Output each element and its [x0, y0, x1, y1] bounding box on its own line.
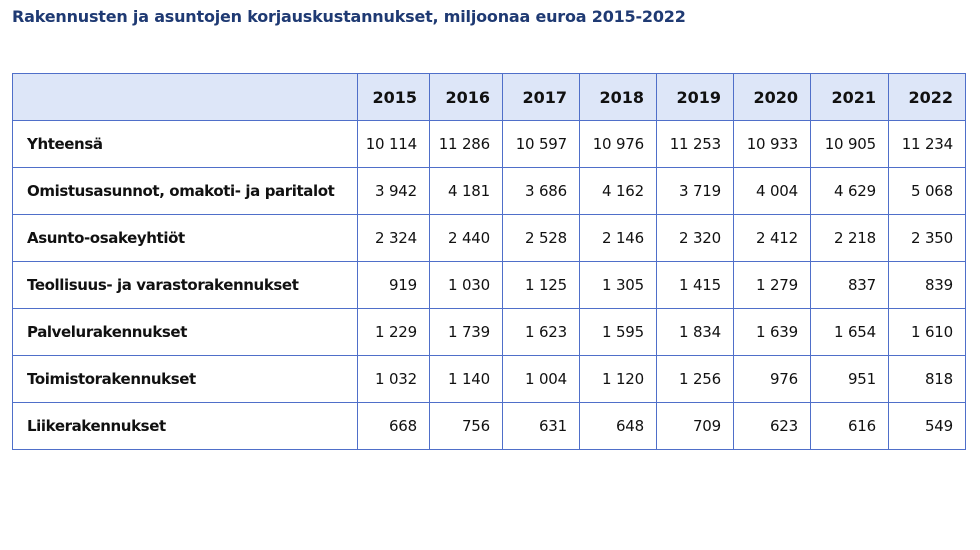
value-cell-2016: 1 739: [430, 309, 503, 356]
year-header-2017: 2017: [503, 74, 580, 121]
value-cell-2020: 976: [734, 356, 811, 403]
value-cell-2018: 10 976: [580, 121, 657, 168]
year-header-2020: 2020: [734, 74, 811, 121]
value-cell-2019: 1 415: [657, 262, 734, 309]
value-cell-2017: 1 125: [503, 262, 580, 309]
value-cell-2015: 10 114: [358, 121, 430, 168]
value-cell-2019: 3 719: [657, 168, 734, 215]
year-header-2016: 2016: [430, 74, 503, 121]
table-row: [13, 168, 966, 215]
value-cell-2018: 1 305: [580, 262, 657, 309]
year-header-2019: 2019: [657, 74, 734, 121]
value-cell-2016: 11 286: [430, 121, 503, 168]
table-row: [13, 403, 966, 450]
value-cell-2022: 839: [889, 262, 966, 309]
table-row: [13, 215, 966, 262]
corner-header-cell: [13, 74, 358, 121]
table-body: [13, 121, 966, 450]
value-cell-2015: 3 942: [358, 168, 430, 215]
value-cell-2017: 10 597: [503, 121, 580, 168]
value-cell-2019: 11 253: [657, 121, 734, 168]
row-label: Yhteensä: [13, 121, 358, 168]
value-cell-2018: 1 120: [580, 356, 657, 403]
value-cell-2018: 648: [580, 403, 657, 450]
value-cell-2021: 837: [811, 262, 889, 309]
value-cell-2020: 1 639: [734, 309, 811, 356]
value-cell-2022: 2 350: [889, 215, 966, 262]
value-cell-2016: 4 181: [430, 168, 503, 215]
row-label: Asunto-osakeyhtiöt: [13, 215, 358, 262]
value-cell-2022: 11 234: [889, 121, 966, 168]
table-row: [13, 309, 966, 356]
value-cell-2021: 616: [811, 403, 889, 450]
value-cell-2017: 1 004: [503, 356, 580, 403]
value-cell-2019: 709: [657, 403, 734, 450]
value-cell-2022: 5 068: [889, 168, 966, 215]
value-cell-2020: 2 412: [734, 215, 811, 262]
year-header-2021: 2021: [811, 74, 889, 121]
repair-costs-table: [12, 73, 966, 450]
row-label: Toimistorakennukset: [13, 356, 358, 403]
row-label: Palvelurakennukset: [13, 309, 358, 356]
value-cell-2021: 4 629: [811, 168, 889, 215]
value-cell-2017: 3 686: [503, 168, 580, 215]
value-cell-2018: 2 146: [580, 215, 657, 262]
table-row: [13, 262, 966, 309]
value-cell-2022: 549: [889, 403, 966, 450]
value-cell-2016: 2 440: [430, 215, 503, 262]
value-cell-2015: 1 032: [358, 356, 430, 403]
year-header-2018: 2018: [580, 74, 657, 121]
value-cell-2015: 2 324: [358, 215, 430, 262]
value-cell-2020: 1 279: [734, 262, 811, 309]
row-label: Omistusasunnot, omakoti- ja paritalot: [13, 168, 358, 215]
value-cell-2021: 951: [811, 356, 889, 403]
value-cell-2020: 10 933: [734, 121, 811, 168]
value-cell-2016: 1 030: [430, 262, 503, 309]
value-cell-2020: 623: [734, 403, 811, 450]
value-cell-2019: 2 320: [657, 215, 734, 262]
value-cell-2019: 1 256: [657, 356, 734, 403]
row-label: Liikerakennukset: [13, 403, 358, 450]
value-cell-2018: 4 162: [580, 168, 657, 215]
header-row: [13, 74, 966, 121]
value-cell-2015: 668: [358, 403, 430, 450]
value-cell-2021: 10 905: [811, 121, 889, 168]
year-header-2022: 2022: [889, 74, 966, 121]
value-cell-2016: 756: [430, 403, 503, 450]
value-cell-2019: 1 834: [657, 309, 734, 356]
value-cell-2022: 1 610: [889, 309, 966, 356]
table-row: [13, 356, 966, 403]
table-row: [13, 121, 966, 168]
value-cell-2016: 1 140: [430, 356, 503, 403]
value-cell-2017: 631: [503, 403, 580, 450]
value-cell-2015: 919: [358, 262, 430, 309]
value-cell-2021: 2 218: [811, 215, 889, 262]
value-cell-2017: 2 528: [503, 215, 580, 262]
value-cell-2018: 1 595: [580, 309, 657, 356]
value-cell-2017: 1 623: [503, 309, 580, 356]
value-cell-2021: 1 654: [811, 309, 889, 356]
page-title: Rakennusten ja asuntojen korjauskustannukset, miljoonaa euroa 2015-2022: [12, 7, 686, 26]
year-header-2015: 2015: [358, 74, 430, 121]
row-label: Teollisuus- ja varastorakennukset: [13, 262, 358, 309]
value-cell-2015: 1 229: [358, 309, 430, 356]
value-cell-2022: 818: [889, 356, 966, 403]
value-cell-2020: 4 004: [734, 168, 811, 215]
